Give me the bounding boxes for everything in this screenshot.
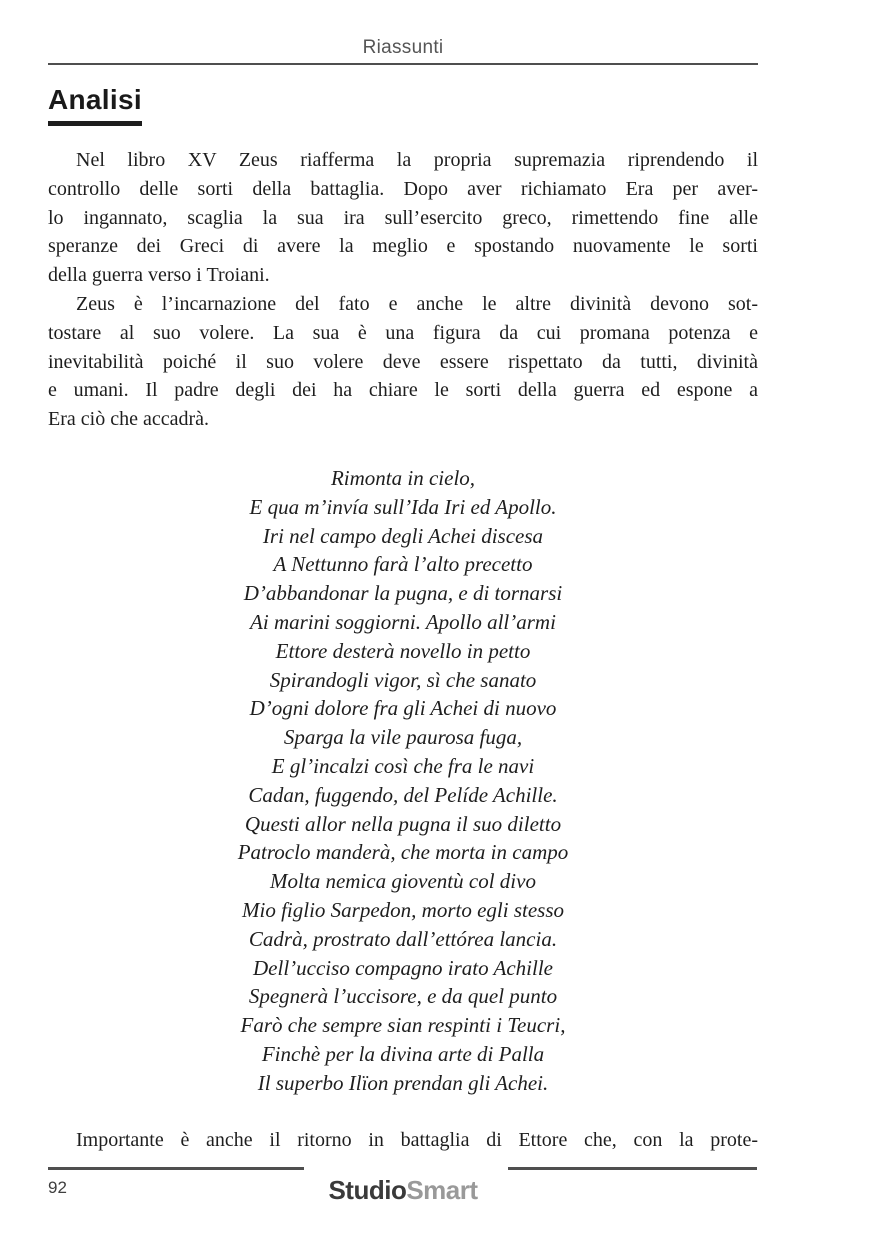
footer-rule-right	[508, 1167, 757, 1170]
paragraph-line: inevitabilità poiché il suo volere deve essere rispettato da tutti, divinità	[48, 350, 758, 373]
poem-line: Questi allor nella pugna il suo diletto	[244, 811, 562, 836]
poem-quote	[48, 464, 758, 1098]
poem-line: D’ogni dolore fra gli Achei di nuovo	[249, 696, 557, 721]
running-header-title: Riassunti	[362, 37, 444, 58]
poem-line: Finchè per la divina arte di Palla	[261, 1041, 545, 1066]
page-number: 92	[48, 1178, 67, 1197]
poem-line: Cadrà, prostrato dall’ettórea lancia.	[248, 926, 558, 951]
header-rule	[48, 63, 758, 65]
poem-line: D’abbandonar la pugna, e di tornarsi	[243, 581, 563, 606]
poem-line: Sparga la vile paurosa fuga,	[283, 725, 523, 750]
poem-line: Dell’ucciso compagno irato Achille	[253, 955, 553, 980]
closing-paragraph	[48, 1126, 758, 1155]
paragraph-line: Importante è anche il ritorno in battaglia di Ettore che, con la prote-	[76, 1128, 758, 1151]
paragraph-line: Zeus è l’incarnazione del fato e anche le altre divinità devono sot-	[76, 292, 758, 315]
poem-line: Cadan, fuggendo, del Pelíde Achille.	[248, 782, 558, 807]
paragraph-line: e umani. Il padre degli dei ha chiare le sorti della guerra ed espone a	[48, 379, 758, 402]
poem-line: Mio figlio Sarpedon, morto egli stesso	[242, 897, 564, 922]
paragraph-line: Nel libro XV Zeus riafferma la propria supremazia riprendendo il	[76, 149, 758, 171]
page-content	[48, 146, 758, 1154]
logo-text-smart: Smart	[406, 1175, 478, 1205]
poem-line: Il superbo Ilïon prendan gli Achei.	[257, 1070, 549, 1095]
poem-line: Ettore desterà novello in petto	[275, 638, 531, 663]
poem-line: E qua m’invía sull’Ida Iri ed Apollo.	[249, 494, 557, 519]
studiosmart-logo	[48, 1175, 758, 1206]
poem-line: E gl’incalzi così che fra le navi	[271, 753, 535, 778]
paragraph-line: lo ingannato, scaglia la sua ira sull’esercito greco, rimettendo fine alle	[48, 206, 758, 229]
poem-line: Farò che sempre sian respinti i Teucri,	[240, 1013, 566, 1038]
logo-text-studio: Studio	[328, 1175, 407, 1205]
poem-line: Rimonta in cielo,	[330, 465, 476, 490]
paragraph-line: speranze dei Greci di avere la meglio e spostando nuovamente le sorti	[48, 235, 758, 258]
paragraph-1	[48, 146, 758, 290]
paragraph-line: tostare al suo volere. La sua è una figura da cui promana potenza e	[48, 321, 758, 344]
poem-line: Molta nemica gioventù col divo	[270, 869, 536, 894]
poem-line: A Nettunno farà l’alto precetto	[273, 552, 533, 577]
poem-line: Spirandogli vigor, sì che sanato	[269, 667, 537, 692]
paragraph-line: controllo delle sorti della battaglia. Dopo aver richiamato Era per aver-	[48, 177, 758, 200]
poem-line: Patroclo manderà, che morta in campo	[237, 840, 569, 865]
poem-line: Ai marini soggiorni. Apollo all’armi	[250, 609, 556, 634]
paragraph-line: Era ciò che accadrà.	[48, 408, 209, 431]
paragraph-2	[48, 290, 758, 434]
paragraph-line: della guerra verso i Troiani.	[48, 264, 270, 287]
section-title: Analisi	[48, 84, 142, 126]
poem-line: Spegnerà l’uccisore, e da quel punto	[248, 984, 558, 1009]
poem-line: Iri nel campo degli Achei discesa	[262, 523, 544, 548]
footer-rule-left	[48, 1167, 304, 1170]
